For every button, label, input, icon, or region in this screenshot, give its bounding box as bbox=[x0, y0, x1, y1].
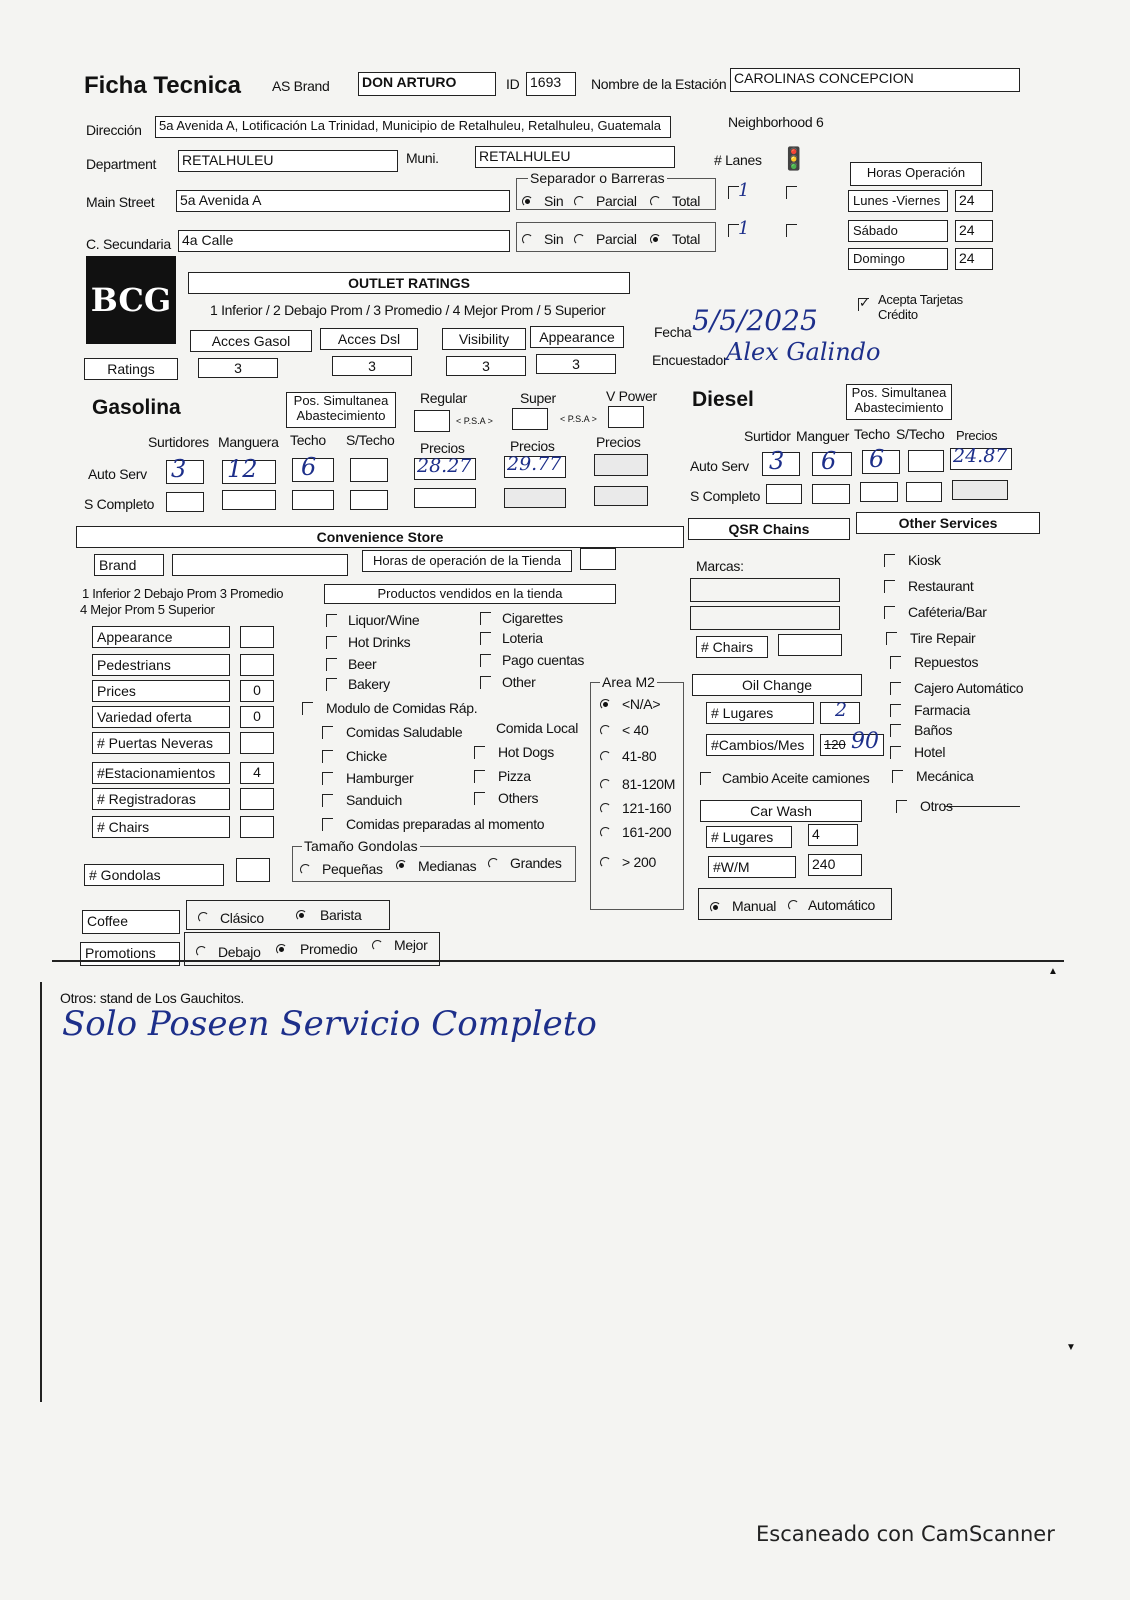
area-radio[interactable] bbox=[600, 751, 611, 762]
oil-cambios-label: #Cambios/Mes bbox=[706, 734, 814, 756]
other-service-label: Baños bbox=[914, 722, 953, 738]
department-label: Department bbox=[86, 156, 157, 172]
gas-sc-precio-super[interactable] bbox=[504, 488, 566, 508]
gasolina-pos-label: Pos. Simultanea Abastecimiento bbox=[286, 392, 396, 428]
precio-regular-header: Precios bbox=[420, 440, 465, 456]
store-attr-field[interactable] bbox=[240, 654, 274, 676]
product-checkbox[interactable] bbox=[326, 658, 337, 671]
automatico-radio[interactable] bbox=[788, 900, 799, 911]
bcg-logo: BCG bbox=[86, 256, 176, 344]
gas-sc-precio-vpower[interactable] bbox=[594, 486, 648, 506]
oil-change-label: Oil Change bbox=[692, 674, 862, 696]
appearance-label: Appearance bbox=[530, 326, 624, 348]
department-field[interactable]: RETALHULEU bbox=[178, 150, 398, 172]
product-checkbox[interactable] bbox=[480, 654, 491, 667]
notes-top-rule bbox=[52, 960, 1064, 962]
oil-cambios-value: 90 bbox=[851, 729, 879, 754]
area-option-label: > 200 bbox=[622, 854, 656, 870]
store-attr-field[interactable]: 4 bbox=[240, 762, 274, 784]
product-label: Other bbox=[502, 674, 536, 690]
cw-lugares-label: # Lugares bbox=[706, 826, 792, 848]
diesel-auto-manguer-value: 6 bbox=[821, 447, 837, 475]
psa-label-2: < P.S.A > bbox=[560, 414, 597, 424]
other-service-checkbox[interactable] bbox=[890, 682, 901, 695]
other-service-label: Repuestos bbox=[914, 654, 979, 670]
secondary-street-field[interactable]: 4a Calle bbox=[178, 230, 510, 252]
food-label: Chicke bbox=[346, 748, 387, 764]
product-checkbox[interactable] bbox=[480, 632, 491, 645]
product-checkbox[interactable] bbox=[326, 614, 337, 627]
oil-lugares-label: # Lugares bbox=[706, 702, 814, 724]
promo-promedio-radio[interactable] bbox=[276, 944, 287, 955]
tamano-medianas-radio[interactable] bbox=[396, 860, 407, 871]
other-service-checkbox[interactable] bbox=[886, 632, 897, 645]
area-option-label: 81-120M bbox=[622, 776, 676, 792]
coffee-barista-radio[interactable] bbox=[296, 910, 307, 921]
area-radio[interactable] bbox=[600, 827, 611, 838]
qsr-title: QSR Chains bbox=[688, 518, 850, 540]
modulo-label: Modulo de Comidas Ráp. bbox=[326, 700, 478, 716]
gas-auto-techo[interactable] bbox=[292, 453, 334, 482]
store-attr-label: #Estacionamientos bbox=[92, 762, 230, 784]
acces-dsl-value[interactable]: 3 bbox=[332, 356, 412, 376]
outlet-ratings-title: OUTLET RATINGS bbox=[188, 272, 630, 294]
marcas-label: Marcas: bbox=[696, 558, 744, 574]
gas-auto-label: Auto Serv bbox=[88, 466, 147, 482]
otros-line bbox=[944, 806, 1020, 807]
vpower-pos-box[interactable] bbox=[608, 406, 644, 428]
tamano-medianas-label: Medianas bbox=[418, 858, 477, 874]
coffee-clasico-radio[interactable] bbox=[198, 912, 209, 923]
wm-label: #W/M bbox=[708, 856, 796, 878]
food-label: Hamburger bbox=[346, 770, 414, 786]
techo-header: Techo bbox=[290, 432, 326, 448]
product-label: Beer bbox=[348, 656, 377, 672]
food-checkbox[interactable] bbox=[474, 746, 485, 759]
diesel-auto-techo[interactable] bbox=[862, 445, 900, 474]
store-attr-field[interactable]: 0 bbox=[240, 680, 274, 702]
promo-promedio-label: Promedio bbox=[300, 941, 358, 957]
surtidores-header: Surtidores bbox=[148, 434, 209, 450]
food-checkbox[interactable] bbox=[322, 772, 333, 785]
other-service-checkbox[interactable] bbox=[884, 554, 895, 567]
food-checkbox[interactable] bbox=[322, 818, 333, 831]
notes-left-rule bbox=[40, 982, 42, 1402]
diesel-title: Diesel bbox=[692, 388, 754, 411]
precio-super-header: Precios bbox=[510, 438, 555, 454]
gas-auto-surtidores-value: 3 bbox=[171, 455, 187, 483]
food-label: Others bbox=[498, 790, 539, 806]
other-service-label: Caféteria/Bar bbox=[908, 604, 987, 620]
hours-saturday-label: Sábado bbox=[848, 220, 948, 242]
promotions-label: Promotions bbox=[80, 942, 180, 966]
traffic-light-icon: 🚦 bbox=[780, 146, 808, 171]
diesel-techo-header: Techo bbox=[854, 426, 890, 442]
other-service-checkbox[interactable] bbox=[884, 580, 895, 593]
hours-title: Horas Operación bbox=[850, 162, 982, 186]
main-parcial-label: Parcial bbox=[596, 193, 637, 209]
area-radio[interactable] bbox=[600, 803, 611, 814]
diesel-auto-label: Auto Serv bbox=[690, 458, 749, 474]
address-field[interactable]: 5a Avenida A, Lotificación La Trinidad, Municipio de Retalhuleu, Retalhuleu, Guatemala bbox=[155, 116, 671, 138]
diesel-surtidor-header: Surtidor bbox=[744, 428, 791, 444]
separator-label: Separador o Barreras bbox=[530, 170, 665, 186]
store-attr-field[interactable] bbox=[240, 732, 274, 754]
product-label: Bakery bbox=[348, 676, 390, 692]
other-service-checkbox[interactable] bbox=[896, 800, 907, 813]
oil-cambios-old-value: 120 bbox=[824, 737, 846, 752]
product-checkbox[interactable] bbox=[326, 678, 337, 691]
acces-gasol-label: Acces Gasol bbox=[190, 330, 312, 352]
gas-auto-precio-regular-value: 28.27 bbox=[417, 455, 472, 477]
gasolina-title: Gasolina bbox=[92, 396, 181, 419]
diesel-auto-surtidor[interactable] bbox=[762, 447, 800, 476]
lane-main-value: 1 bbox=[738, 180, 750, 201]
food-label: Comidas preparadas al momento bbox=[346, 816, 545, 832]
diesel-precios-header: Precios bbox=[956, 428, 998, 443]
form-title: Ficha Tecnica bbox=[84, 72, 241, 99]
product-checkbox[interactable] bbox=[326, 636, 337, 649]
diesel-sc-manguer[interactable] bbox=[812, 484, 850, 504]
area-option-label: 161-200 bbox=[622, 824, 672, 840]
gas-auto-techo-value: 6 bbox=[301, 453, 317, 481]
oil-lugares-value: 2 bbox=[835, 699, 848, 721]
area-radio[interactable] bbox=[600, 779, 611, 790]
marca-field-1[interactable] bbox=[690, 578, 840, 602]
marca-field-2[interactable] bbox=[690, 606, 840, 630]
store-brand-field[interactable] bbox=[172, 554, 348, 576]
main-total-radio[interactable] bbox=[650, 196, 661, 207]
tamano-pequenas-label: Pequeñas bbox=[322, 861, 383, 877]
hours-weekday-field[interactable]: 24 bbox=[955, 190, 993, 212]
sec-sin-label: Sin bbox=[544, 231, 564, 247]
diesel-stecho-header: S/Techo bbox=[896, 426, 945, 442]
super-label: Super bbox=[520, 390, 556, 406]
food-label: Sanduich bbox=[346, 792, 402, 808]
product-label: Loteria bbox=[502, 630, 543, 646]
other-service-label: Hotel bbox=[914, 744, 946, 760]
diesel-auto-surtidor-value: 3 bbox=[769, 447, 785, 475]
store-attr-field[interactable] bbox=[240, 788, 274, 810]
food-checkbox[interactable] bbox=[474, 770, 485, 783]
brand-field[interactable]: DON ARTURO bbox=[358, 72, 496, 96]
store-attr-label: Variedad oferta bbox=[92, 706, 230, 728]
muni-label: Muni. bbox=[406, 150, 439, 166]
store-attr-label: # Puertas Neveras bbox=[92, 732, 230, 754]
main-total-label: Total bbox=[672, 193, 701, 209]
qsr-chairs-field[interactable] bbox=[778, 634, 842, 656]
coffee-label: Coffee bbox=[82, 910, 180, 934]
other-service-checkbox[interactable] bbox=[890, 704, 901, 717]
oil-lugares-field[interactable] bbox=[820, 699, 860, 724]
neighborhood-label: Neighborhood 6 bbox=[728, 114, 824, 130]
sec-parcial-radio[interactable] bbox=[574, 234, 585, 245]
tamano-pequenas-radio[interactable] bbox=[300, 864, 311, 875]
car-wash-label: Car Wash bbox=[700, 800, 862, 822]
promo-debajo-radio[interactable] bbox=[196, 946, 207, 957]
ratings-scale: 1 Inferior / 2 Debajo Prom / 3 Promedio / 4 Mejor Prom / 5 Superior bbox=[210, 302, 606, 318]
other-service-checkbox[interactable] bbox=[890, 724, 901, 737]
manual-label: Manual bbox=[732, 898, 777, 914]
ratings-row-label: Ratings bbox=[84, 358, 178, 380]
cw-lugares-field[interactable]: 4 bbox=[808, 824, 858, 846]
wm-field[interactable]: 240 bbox=[808, 854, 862, 876]
store-attr-label: Appearance bbox=[92, 626, 230, 648]
super-pos-box[interactable] bbox=[512, 408, 548, 430]
vpower-label: V Power bbox=[606, 388, 657, 404]
hours-sunday-label: Domingo bbox=[848, 248, 948, 270]
gondolas-label: # Gondolas bbox=[84, 864, 224, 886]
other-service-checkbox[interactable] bbox=[890, 746, 901, 759]
coffee-clasico-label: Clásico bbox=[220, 910, 264, 926]
gas-auto-mangueras[interactable] bbox=[222, 455, 276, 484]
hours-sunday-field[interactable]: 24 bbox=[955, 248, 993, 270]
tamano-grandes-label: Grandes bbox=[510, 855, 562, 871]
promo-debajo-label: Debajo bbox=[218, 944, 261, 960]
other-service-checkbox[interactable] bbox=[884, 606, 895, 619]
lanes-label: # Lanes bbox=[714, 152, 762, 168]
other-service-label: Cajero Automático bbox=[914, 680, 1024, 696]
hours-weekday-label: Lunes -Viernes bbox=[848, 190, 948, 212]
tamano-grandes-radio[interactable] bbox=[488, 858, 499, 869]
sec-parcial-label: Parcial bbox=[596, 231, 637, 247]
gas-auto-stecho[interactable] bbox=[350, 458, 388, 482]
gas-auto-precio-vpower[interactable] bbox=[594, 454, 648, 476]
scroll-down-icon[interactable]: ▼ bbox=[1066, 1342, 1076, 1353]
diesel-auto-manguer[interactable] bbox=[812, 447, 852, 476]
store-scale-1: 1 Inferior 2 Debajo Prom 3 Promedio bbox=[82, 586, 284, 601]
gas-auto-surtidores[interactable] bbox=[166, 455, 204, 484]
area-option-label: 41-80 bbox=[622, 748, 657, 764]
gas-auto-mangueras-value: 12 bbox=[227, 455, 258, 483]
gas-sc-techo[interactable] bbox=[292, 490, 334, 510]
area-radio[interactable] bbox=[600, 857, 611, 868]
gas-auto-precio-regular[interactable] bbox=[414, 455, 476, 480]
visibility-label: Visibility bbox=[442, 328, 526, 350]
comida-local-label: Comida Local bbox=[496, 720, 578, 736]
id-label: ID bbox=[506, 76, 520, 92]
sec-total-label: Total bbox=[672, 231, 701, 247]
other-service-label: Farmacia bbox=[914, 702, 970, 718]
store-scale-2: 4 Mejor Prom 5 Superior bbox=[80, 602, 215, 617]
encuestador-value: Alex Galindo bbox=[726, 338, 881, 366]
gas-auto-precio-super-value: 29.77 bbox=[507, 453, 562, 475]
food-checkbox[interactable] bbox=[322, 750, 333, 763]
food-checkbox[interactable] bbox=[322, 794, 333, 807]
store-hours-label: Horas de operación de la Tienda bbox=[362, 550, 572, 572]
other-services-title: Other Services bbox=[856, 512, 1040, 534]
automatico-label: Automático bbox=[808, 897, 876, 913]
area-group bbox=[590, 682, 684, 910]
notes-printed: Otros: stand de Los Gauchitos. bbox=[60, 990, 244, 1006]
store-attr-field[interactable] bbox=[240, 626, 274, 648]
precio-vpower-header: Precios bbox=[596, 434, 641, 450]
diesel-sc-precio[interactable] bbox=[952, 480, 1008, 500]
store-attr-field[interactable] bbox=[240, 816, 274, 838]
coffee-barista-label: Barista bbox=[320, 907, 362, 923]
main-street-label: Main Street bbox=[86, 194, 155, 210]
area-option-label: <N/A> bbox=[622, 696, 661, 712]
other-service-label: Kiosk bbox=[908, 552, 941, 568]
other-service-checkbox[interactable] bbox=[890, 656, 901, 669]
store-hours-field[interactable] bbox=[580, 548, 616, 570]
area-label: Area M2 bbox=[602, 674, 655, 690]
promo-mejor-radio[interactable] bbox=[372, 940, 383, 951]
store-attr-field[interactable]: 0 bbox=[240, 706, 274, 728]
store-attr-label: Prices bbox=[92, 680, 230, 702]
sec-sin-radio[interactable] bbox=[522, 234, 533, 245]
mangueras-header: Manguera bbox=[218, 434, 279, 450]
area-radio[interactable] bbox=[600, 725, 611, 736]
gas-sc-surtidores[interactable] bbox=[166, 492, 204, 512]
muni-field[interactable]: RETALHULEU bbox=[475, 146, 675, 168]
station-field[interactable]: CAROLINAS CONCEPCION bbox=[730, 68, 1020, 92]
fecha-value: 5/5/2025 bbox=[692, 304, 818, 337]
encuestador-label: Encuestador bbox=[652, 352, 728, 368]
fecha-label: Fecha bbox=[654, 324, 692, 340]
food-label: Comidas Saludable bbox=[346, 724, 463, 740]
main-street-field[interactable]: 5a Avenida A bbox=[176, 190, 510, 212]
lane-sec-checkbox-2[interactable] bbox=[786, 224, 797, 237]
productos-label: Productos vendidos en la tienda bbox=[324, 584, 616, 604]
product-label: Pago cuentas bbox=[502, 652, 585, 668]
diesel-auto-precio[interactable] bbox=[950, 445, 1012, 470]
gas-sc-precio-regular[interactable] bbox=[414, 488, 476, 508]
hours-saturday-field[interactable]: 24 bbox=[955, 220, 993, 242]
product-label: Hot Drinks bbox=[348, 634, 411, 650]
psa-label-1: < P.S.A > bbox=[456, 416, 493, 426]
diesel-manguer-header: Manguer bbox=[796, 428, 850, 444]
as-brand-label: AS Brand bbox=[272, 78, 330, 94]
main-parcial-radio[interactable] bbox=[574, 196, 585, 207]
appearance-value[interactable]: 3 bbox=[536, 354, 616, 374]
diesel-pos-label: Pos. Simultanea Abastecimiento bbox=[846, 384, 952, 420]
camscanner-footer: Escaneado con CamScanner bbox=[756, 1522, 1055, 1546]
food-label: Pizza bbox=[498, 768, 531, 784]
gas-sc-label: S Completo bbox=[84, 496, 155, 512]
sec-total-radio[interactable] bbox=[650, 234, 661, 245]
promo-mejor-label: Mejor bbox=[394, 937, 428, 953]
diesel-sc-stecho[interactable] bbox=[906, 482, 942, 502]
convenience-store-title: Convenience Store bbox=[76, 526, 684, 548]
store-brand-label: Brand bbox=[94, 554, 164, 576]
product-label: Liquor/Wine bbox=[348, 612, 420, 628]
diesel-auto-stecho[interactable] bbox=[908, 450, 944, 472]
tarjetas-checkbox[interactable] bbox=[858, 298, 869, 311]
regular-pos-box[interactable] bbox=[414, 410, 450, 432]
store-attr-label: # Chairs bbox=[92, 816, 230, 838]
area-radio[interactable] bbox=[600, 699, 611, 710]
product-checkbox[interactable] bbox=[480, 676, 491, 689]
gas-sc-mangueras[interactable] bbox=[222, 490, 276, 510]
notes-handwritten: Solo Poseen Servicio Completo bbox=[62, 1004, 597, 1044]
tamano-label: Tamaño Gondolas bbox=[304, 838, 418, 854]
gas-auto-precio-super[interactable] bbox=[504, 453, 566, 478]
area-option-label: 121-160 bbox=[622, 800, 672, 816]
food-label: Hot Dogs bbox=[498, 744, 554, 760]
regular-label: Regular bbox=[420, 390, 467, 406]
store-attr-label: # Registradoras bbox=[92, 788, 230, 810]
oil-cambios-field[interactable] bbox=[820, 729, 884, 756]
secondary-street-label: C. Secundaria bbox=[86, 236, 171, 252]
other-service-label: Otros bbox=[920, 798, 953, 814]
acces-gasol-value[interactable]: 3 bbox=[198, 358, 278, 378]
diesel-sc-surtidor[interactable] bbox=[766, 484, 802, 504]
diesel-sc-techo[interactable] bbox=[860, 482, 898, 502]
visibility-value[interactable]: 3 bbox=[446, 356, 526, 376]
diesel-auto-precio-value: 24.87 bbox=[953, 445, 1008, 467]
lane-main-checkbox-2[interactable] bbox=[786, 186, 797, 199]
camiones-checkbox[interactable] bbox=[700, 772, 711, 785]
area-option-label: < 40 bbox=[622, 722, 649, 738]
gondolas-field[interactable] bbox=[236, 858, 270, 882]
scroll-up-icon[interactable]: ▲ bbox=[1048, 966, 1058, 977]
stecho-header: S/Techo bbox=[346, 432, 395, 448]
lane-sec-value: 1 bbox=[738, 218, 750, 239]
id-field[interactable]: 1693 bbox=[526, 72, 576, 96]
other-service-label: Tire Repair bbox=[910, 630, 976, 646]
address-label: Dirección bbox=[86, 122, 142, 138]
food-checkbox[interactable] bbox=[474, 792, 485, 805]
qsr-chairs-label: # Chairs bbox=[696, 636, 768, 658]
store-attr-label: Pedestrians bbox=[92, 654, 230, 676]
gas-sc-stecho[interactable] bbox=[350, 490, 388, 510]
diesel-sc-label: S Completo bbox=[690, 488, 761, 504]
other-service-label: Restaurant bbox=[908, 578, 974, 594]
tarjetas-label: Acepta Tarjetas Crédito bbox=[878, 292, 963, 322]
other-service-checkbox[interactable] bbox=[892, 770, 903, 783]
product-label: Cigarettes bbox=[502, 610, 563, 626]
main-sin-radio[interactable] bbox=[522, 196, 533, 207]
other-service-label: Mecánica bbox=[916, 768, 974, 784]
diesel-auto-techo-value: 6 bbox=[869, 445, 885, 473]
food-checkbox[interactable] bbox=[322, 726, 333, 739]
modulo-checkbox[interactable] bbox=[302, 702, 313, 715]
acces-dsl-label: Acces Dsl bbox=[320, 328, 418, 350]
main-sin-label: Sin bbox=[544, 193, 564, 209]
manual-radio[interactable] bbox=[710, 902, 721, 913]
station-label: Nombre de la Estación bbox=[591, 76, 727, 92]
product-checkbox[interactable] bbox=[480, 612, 491, 625]
camiones-label: Cambio Aceite camiones bbox=[722, 770, 870, 786]
